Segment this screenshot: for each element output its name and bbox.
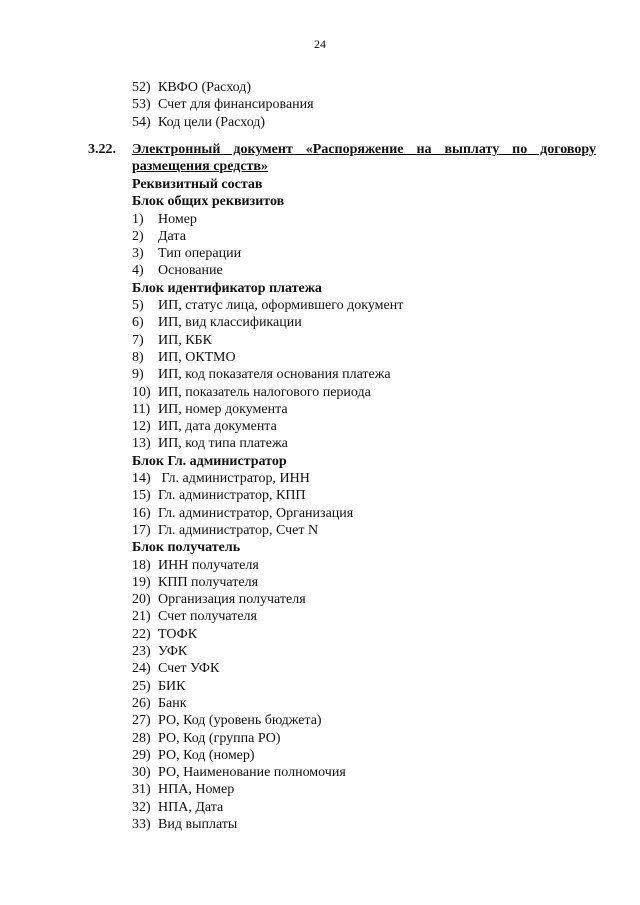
list-item: 18) ИНН получателя	[132, 557, 259, 573]
top-items-list	[132, 79, 314, 131]
list-item: 10) ИП, показатель налогового периода	[132, 384, 371, 400]
section-number: 3.22.	[88, 142, 116, 157]
list-item: 2) Дата	[132, 228, 186, 244]
list-item: 12) ИП, дата документа	[132, 419, 277, 435]
block-heading: Блок общих реквизитов	[132, 194, 285, 210]
list-item: 5) ИП, статус лица, оформившего документ	[132, 298, 404, 314]
list-item: 33) Вид выплаты	[132, 816, 238, 832]
list-item: 32) НПА, Дата	[132, 799, 224, 815]
list-item: 15) Гл. администратор, КПП	[132, 488, 306, 504]
list-item: 31) НПА, Номер	[132, 782, 235, 798]
list-item: 28) РО, Код (группа РО)	[132, 730, 281, 746]
list-item: 9) ИП, код показателя основания платежа	[132, 367, 391, 383]
requisites-list	[132, 176, 403, 833]
list-item: 4) Основание	[132, 263, 223, 279]
page-number: 24	[314, 37, 326, 51]
list-item: 54) Код цели (Расход)	[132, 114, 266, 130]
list-item: 29) РО, Код (номер)	[132, 747, 255, 763]
list-item: 11) ИП, номер документа	[132, 401, 288, 417]
list-item: 1) Номер	[132, 211, 197, 227]
list-item: 25) БИК	[132, 678, 186, 694]
list-item: 24) Счет УФК	[132, 661, 220, 677]
list-item: 20) Организация получателя	[132, 592, 306, 608]
section-title: Электронный документ «Распоряжение на выплату по договору	[132, 142, 596, 157]
list-item: 52) КВФО (Расход)	[132, 80, 252, 95]
list-item: 21) Счет получателя	[132, 609, 257, 625]
list-item: 13) ИП, код типа платежа	[132, 436, 288, 452]
list-item: 30) РО, Наименование полномочия	[132, 765, 346, 781]
list-item: 53) Счет для финансирования	[132, 97, 314, 113]
composition-heading: Реквизитный состав	[132, 177, 263, 192]
block-heading: Блок идентификатор платежа	[132, 280, 322, 296]
list-item: 23) УФК	[132, 644, 188, 660]
list-item: 26) Банк	[132, 695, 187, 711]
list-item: 3) Тип операции	[132, 246, 242, 262]
block-heading: Блок Гл. администратор	[132, 453, 287, 469]
list-item: 22) ТОФК	[132, 626, 198, 642]
list-item: 14) Гл. администратор, ИНН	[132, 471, 310, 487]
list-item: 8) ИП, ОКТМО	[132, 349, 236, 365]
block-heading: Блок получатель	[132, 540, 241, 556]
list-item: 16) Гл. администратор, Организация	[132, 505, 354, 521]
list-item: 7) ИП, КБК	[132, 332, 212, 348]
list-item: 17) Гл. администратор, Счет N	[132, 522, 319, 538]
section-title-continued: размещения средств»	[132, 159, 268, 175]
list-item: 6) ИП, вид классификации	[132, 315, 302, 331]
list-item: 19) КПП получателя	[132, 574, 259, 590]
list-item: 27) РО, Код (уровень бюджета)	[132, 713, 322, 729]
